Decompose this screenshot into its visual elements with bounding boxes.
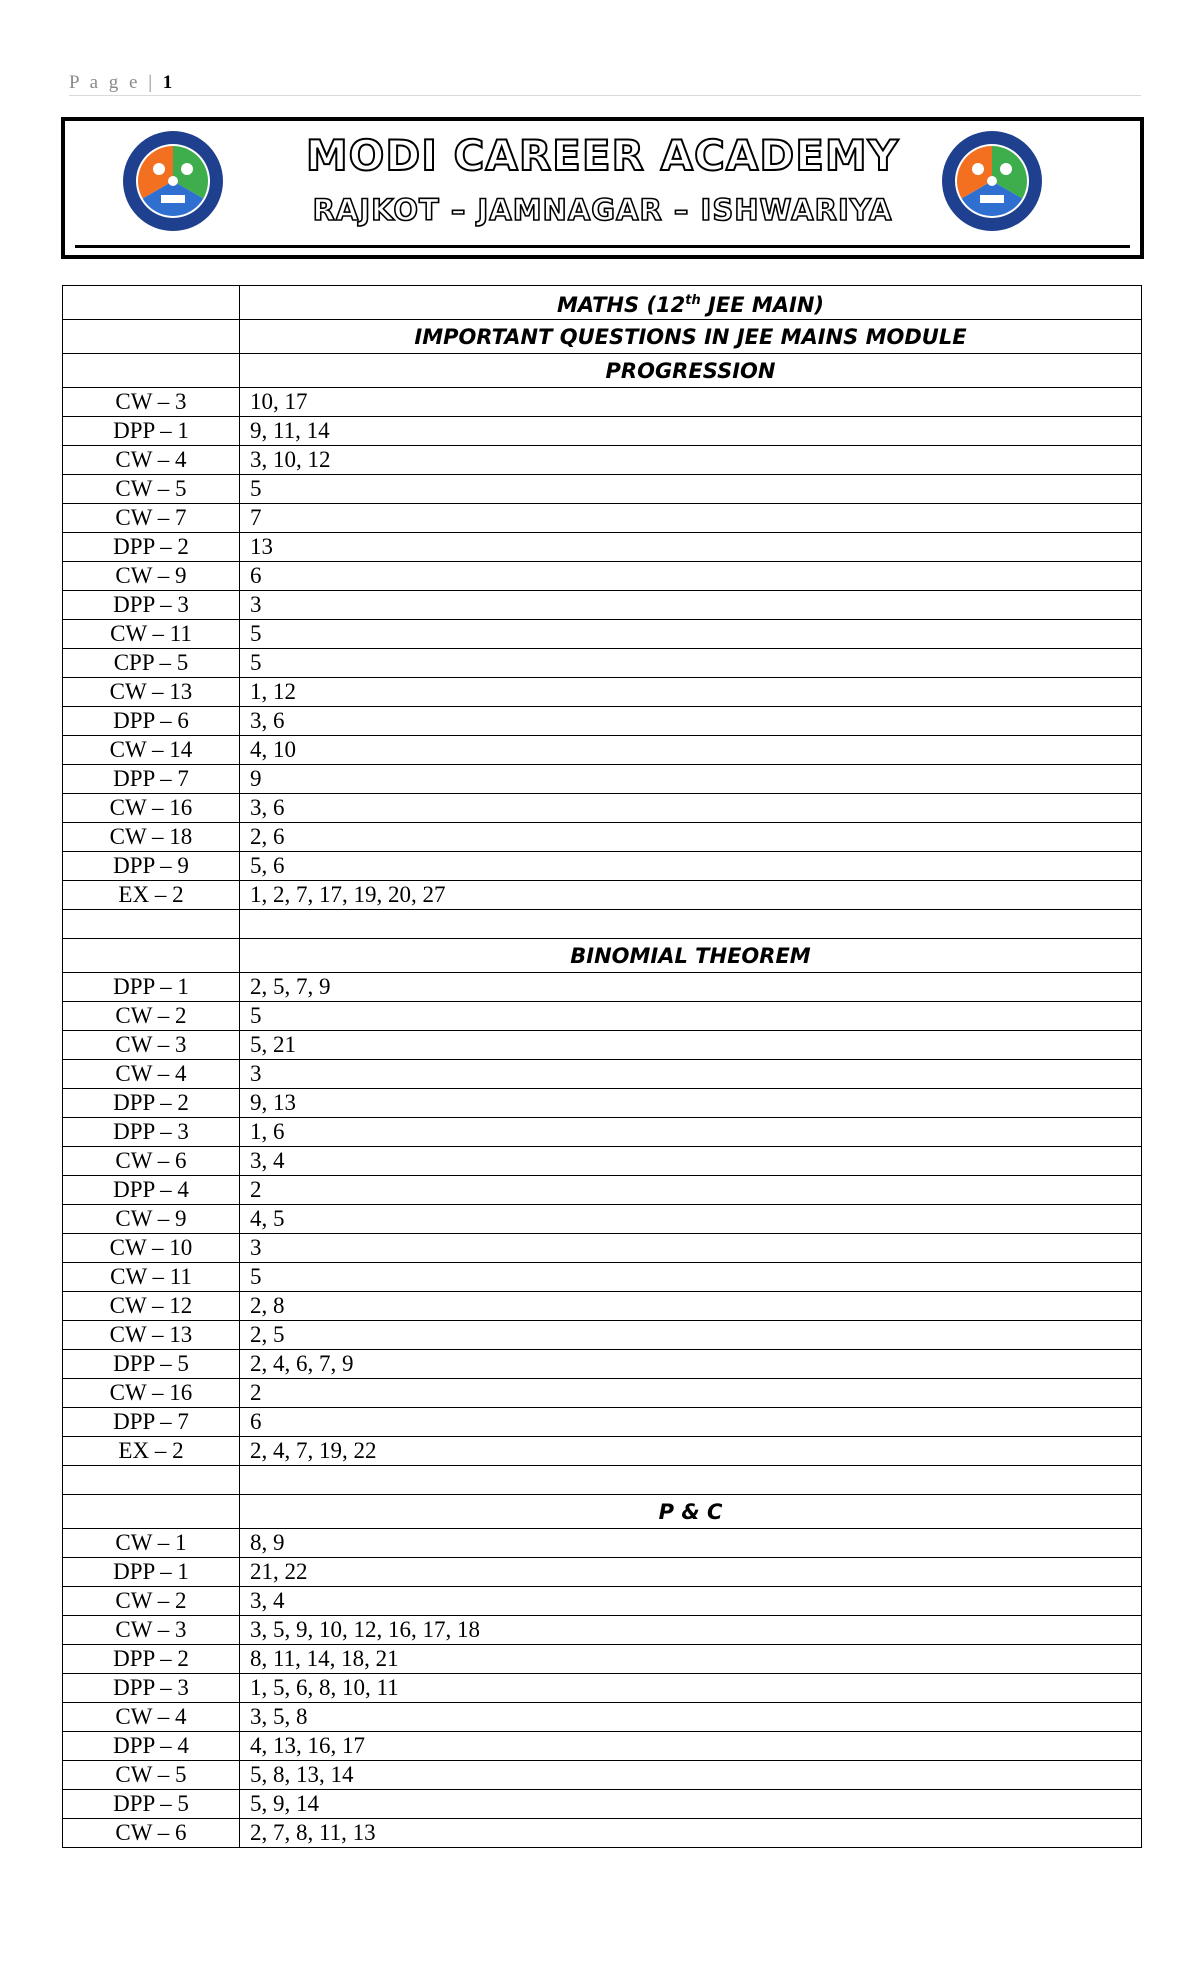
- question-numbers: 5, 9, 14: [240, 1790, 1142, 1819]
- table-row: [63, 388, 1142, 417]
- table-row: [63, 973, 1142, 1002]
- question-numbers: 4, 10: [240, 736, 1142, 765]
- empty-cell: [63, 1466, 240, 1495]
- question-numbers: 2, 7, 8, 11, 13: [240, 1819, 1142, 1848]
- worksheet-code: DPP – 7: [63, 765, 240, 794]
- question-numbers: 3: [240, 591, 1142, 620]
- worksheet-code: DPP – 5: [63, 1350, 240, 1379]
- table-row: [63, 707, 1142, 736]
- title-superscript: th: [685, 292, 701, 308]
- worksheet-code: CW – 2: [63, 1002, 240, 1031]
- question-numbers: 3, 4: [240, 1147, 1142, 1176]
- worksheet-code: DPP – 3: [63, 1674, 240, 1703]
- spacer-row: [63, 1466, 1142, 1495]
- table-row: [63, 446, 1142, 475]
- section-heading-row: [63, 1495, 1142, 1529]
- table-row: [63, 1350, 1142, 1379]
- worksheet-code: CW – 13: [63, 1321, 240, 1350]
- table-row: [63, 1587, 1142, 1616]
- table-row: [63, 1408, 1142, 1437]
- empty-cell: [63, 1495, 240, 1529]
- table-title-row: [63, 286, 1142, 320]
- table-row: [63, 1645, 1142, 1674]
- worksheet-code: DPP – 4: [63, 1176, 240, 1205]
- question-numbers: 1, 2, 7, 17, 19, 20, 27: [240, 881, 1142, 910]
- academy-title: MODI CAREER ACADEMY: [305, 131, 900, 180]
- table-row: [63, 1616, 1142, 1645]
- table-row: [63, 678, 1142, 707]
- table-row: [63, 1205, 1142, 1234]
- table-row: [63, 1002, 1142, 1031]
- worksheet-code: CW – 12: [63, 1292, 240, 1321]
- worksheet-code: CW – 9: [63, 562, 240, 591]
- question-numbers: 3, 6: [240, 794, 1142, 823]
- table-subtitle: IMPORTANT QUESTIONS IN JEE MAINS MODULE: [240, 320, 1142, 354]
- question-numbers: 13: [240, 533, 1142, 562]
- worksheet-code: CW – 3: [63, 1031, 240, 1060]
- question-numbers: 2: [240, 1379, 1142, 1408]
- table-body: [63, 286, 1142, 1848]
- table-row: [63, 1529, 1142, 1558]
- table-row: [63, 1558, 1142, 1587]
- table-row: [63, 417, 1142, 446]
- empty-cell: [63, 320, 240, 354]
- table-row: [63, 1118, 1142, 1147]
- section-heading: BINOMIAL THEOREM: [240, 939, 1142, 973]
- worksheet-code: CW – 10: [63, 1234, 240, 1263]
- worksheet-code: DPP – 7: [63, 1408, 240, 1437]
- worksheet-code: CW – 5: [63, 475, 240, 504]
- table-row: [63, 1790, 1142, 1819]
- question-numbers: 5: [240, 475, 1142, 504]
- question-numbers: 9, 11, 14: [240, 417, 1142, 446]
- worksheet-code: CPP – 5: [63, 649, 240, 678]
- worksheet-code: CW – 4: [63, 1060, 240, 1089]
- question-numbers: 3, 6: [240, 707, 1142, 736]
- worksheet-code: DPP – 3: [63, 591, 240, 620]
- worksheet-code: DPP – 1: [63, 1558, 240, 1587]
- worksheet-code: DPP – 1: [63, 417, 240, 446]
- question-numbers: 2, 5, 7, 9: [240, 973, 1142, 1002]
- table-row: [63, 1437, 1142, 1466]
- table-row: [63, 1263, 1142, 1292]
- worksheet-code: DPP – 5: [63, 1790, 240, 1819]
- question-numbers: 8, 11, 14, 18, 21: [240, 1645, 1142, 1674]
- question-numbers: 5, 8, 13, 14: [240, 1761, 1142, 1790]
- question-numbers: 3: [240, 1060, 1142, 1089]
- worksheet-code: DPP – 4: [63, 1732, 240, 1761]
- question-numbers: 5: [240, 620, 1142, 649]
- worksheet-code: CW – 5: [63, 1761, 240, 1790]
- worksheet-code: DPP – 2: [63, 1089, 240, 1118]
- table-row: [63, 736, 1142, 765]
- spacer-row: [63, 910, 1142, 939]
- table-subtitle-row: [63, 320, 1142, 354]
- worksheet-code: CW – 3: [63, 1616, 240, 1645]
- table-row: [63, 1060, 1142, 1089]
- worksheet-code: DPP – 9: [63, 852, 240, 881]
- worksheet-code: EX – 2: [63, 1437, 240, 1466]
- worksheet-code: DPP – 6: [63, 707, 240, 736]
- question-numbers: 5: [240, 1002, 1142, 1031]
- question-numbers: 6: [240, 1408, 1142, 1437]
- table-row: [63, 1379, 1142, 1408]
- empty-cell: [63, 354, 240, 388]
- question-numbers: 9: [240, 765, 1142, 794]
- section-heading: P & C: [240, 1495, 1142, 1529]
- table-row: [63, 852, 1142, 881]
- question-numbers: 3, 10, 12: [240, 446, 1142, 475]
- worksheet-code: DPP – 2: [63, 533, 240, 562]
- worksheet-code: CW – 11: [63, 1263, 240, 1292]
- table-title: [240, 286, 1142, 320]
- table-row: [63, 504, 1142, 533]
- banner-underline: [75, 245, 1130, 248]
- table-row: [63, 591, 1142, 620]
- question-numbers: 5, 21: [240, 1031, 1142, 1060]
- question-numbers: 2: [240, 1176, 1142, 1205]
- empty-cell: [240, 910, 1142, 939]
- question-numbers: 2, 4, 6, 7, 9: [240, 1350, 1142, 1379]
- worksheet-code: CW – 6: [63, 1819, 240, 1848]
- table-row: [63, 649, 1142, 678]
- table-row: [63, 794, 1142, 823]
- table-row: [63, 823, 1142, 852]
- table-row: [63, 620, 1142, 649]
- table-row: [63, 1292, 1142, 1321]
- academy-locations: RAJKOT – JAMNAGAR – ISHWARIYA: [312, 193, 893, 227]
- worksheet-code: DPP – 2: [63, 1645, 240, 1674]
- worksheet-code: DPP – 3: [63, 1118, 240, 1147]
- worksheet-code: CW – 14: [63, 736, 240, 765]
- worksheet-code: CW – 11: [63, 620, 240, 649]
- question-numbers: 6: [240, 562, 1142, 591]
- question-numbers: 9, 13: [240, 1089, 1142, 1118]
- table-row: [63, 1674, 1142, 1703]
- table-row: [63, 881, 1142, 910]
- table-row: [63, 562, 1142, 591]
- table-row: [63, 1147, 1142, 1176]
- academy-logo-right: [940, 129, 1044, 233]
- question-numbers: 1, 12: [240, 678, 1142, 707]
- question-numbers: 2, 4, 7, 19, 22: [240, 1437, 1142, 1466]
- question-numbers: 10, 17: [240, 388, 1142, 417]
- table-row: [63, 1176, 1142, 1205]
- question-numbers: 21, 22: [240, 1558, 1142, 1587]
- header-divider: [69, 95, 1141, 96]
- title-end: JEE MAIN): [700, 292, 825, 317]
- page-number: 1: [162, 72, 173, 93]
- important-questions-table: [62, 285, 1142, 1848]
- empty-cell: [240, 1466, 1142, 1495]
- worksheet-code: CW – 13: [63, 678, 240, 707]
- question-numbers: 5: [240, 1263, 1142, 1292]
- question-numbers: 1, 5, 6, 8, 10, 11: [240, 1674, 1142, 1703]
- table-row: [63, 1031, 1142, 1060]
- worksheet-code: CW – 18: [63, 823, 240, 852]
- empty-cell: [63, 286, 240, 320]
- question-numbers: 2, 6: [240, 823, 1142, 852]
- academy-banner: [61, 117, 1144, 259]
- question-numbers: 2, 5: [240, 1321, 1142, 1350]
- title-main: MATHS (12: [556, 292, 686, 317]
- page-prefix: P a g e |: [69, 72, 156, 93]
- empty-cell: [63, 910, 240, 939]
- worksheet-code: CW – 16: [63, 794, 240, 823]
- table-row: [63, 1234, 1142, 1263]
- question-numbers: 5: [240, 649, 1142, 678]
- empty-cell: [63, 939, 240, 973]
- section-heading-row: [63, 939, 1142, 973]
- page-number-label: [69, 72, 172, 94]
- table-row: [63, 533, 1142, 562]
- section-heading-row: [63, 354, 1142, 388]
- worksheet-code: CW – 4: [63, 1703, 240, 1732]
- section-heading: PROGRESSION: [240, 354, 1142, 388]
- question-numbers: 2, 8: [240, 1292, 1142, 1321]
- table-row: [63, 765, 1142, 794]
- worksheet-code: CW – 4: [63, 446, 240, 475]
- table-row: [63, 1089, 1142, 1118]
- worksheet-code: CW – 2: [63, 1587, 240, 1616]
- question-numbers: 1, 6: [240, 1118, 1142, 1147]
- table-row: [63, 1732, 1142, 1761]
- question-numbers: 3, 5, 9, 10, 12, 16, 17, 18: [240, 1616, 1142, 1645]
- worksheet-code: CW – 6: [63, 1147, 240, 1176]
- question-numbers: 8, 9: [240, 1529, 1142, 1558]
- table-row: [63, 1321, 1142, 1350]
- table-row: [63, 475, 1142, 504]
- question-numbers: 5, 6: [240, 852, 1142, 881]
- worksheet-code: CW – 3: [63, 388, 240, 417]
- table-row: [63, 1761, 1142, 1790]
- question-numbers: 3: [240, 1234, 1142, 1263]
- table-row: [63, 1703, 1142, 1732]
- question-numbers: 7: [240, 504, 1142, 533]
- question-numbers: 4, 13, 16, 17: [240, 1732, 1142, 1761]
- worksheet-code: CW – 9: [63, 1205, 240, 1234]
- question-numbers: 3, 5, 8: [240, 1703, 1142, 1732]
- worksheet-code: DPP – 1: [63, 973, 240, 1002]
- worksheet-code: CW – 16: [63, 1379, 240, 1408]
- worksheet-code: CW – 1: [63, 1529, 240, 1558]
- table-row: [63, 1819, 1142, 1848]
- question-numbers: 4, 5: [240, 1205, 1142, 1234]
- worksheet-code: CW – 7: [63, 504, 240, 533]
- worksheet-code: EX – 2: [63, 881, 240, 910]
- question-numbers: 3, 4: [240, 1587, 1142, 1616]
